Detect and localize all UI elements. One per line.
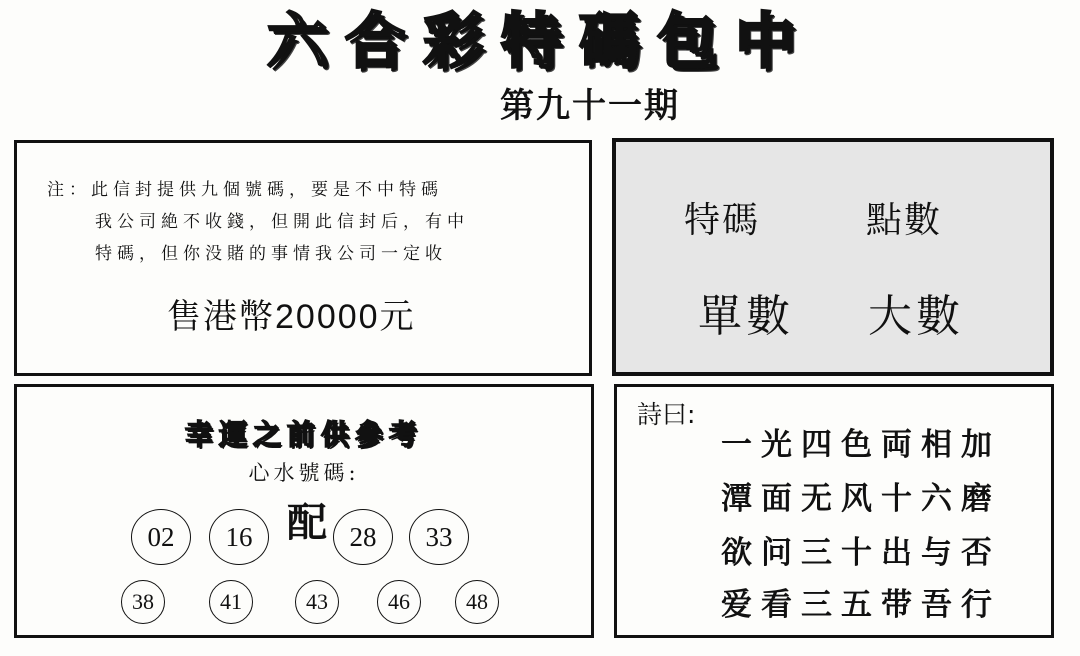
number-circle: 33 (409, 509, 469, 565)
number-circle: 48 (455, 580, 499, 624)
note-line-3: 特碼，但你没賭的事情我公司一定收 (95, 244, 447, 264)
note-box (14, 140, 592, 376)
page-title: 六合彩特碼包中 (267, 7, 813, 77)
price-text: 售港幣20000元 (167, 298, 416, 336)
code-value-odd: 單數 (698, 291, 794, 342)
lucky-title: 幸運之前供參考 (184, 418, 423, 451)
poem-line-4: 爱看三五带吾行 (721, 587, 1001, 623)
poem-line-2: 潭面无风十六磨 (721, 481, 1001, 517)
code-value-big: 大數 (868, 291, 964, 342)
poem-line-1: 一光四色両相加 (721, 427, 1001, 463)
code-label-special: 特碼 (684, 200, 761, 241)
note-line-1: 注：此信封提供九個號碼，要是不中特碼 (47, 180, 443, 200)
number-circle: 38 (121, 580, 165, 624)
number-circle: 41 (209, 580, 253, 624)
poem-label: 詩曰: (637, 400, 696, 429)
note-line-2: 我公司絶不收錢，但開此信封后，有中 (95, 212, 469, 232)
code-label-points: 點數 (866, 200, 943, 241)
issue-number: 第九十一期 (500, 86, 680, 126)
number-circle: 46 (377, 580, 421, 624)
number-circle: 28 (333, 509, 393, 565)
lucky-subtitle: 心水號碼: (248, 461, 360, 485)
number-circle: 02 (131, 509, 191, 565)
special-code-box (612, 138, 1054, 376)
poem-box (614, 384, 1054, 638)
poem-line-3: 欲问三十出与否 (721, 535, 1001, 571)
pei-label: 配 (287, 500, 327, 546)
number-circle: 16 (209, 509, 269, 565)
lucky-numbers-box (14, 384, 594, 638)
number-circle: 43 (295, 580, 339, 624)
